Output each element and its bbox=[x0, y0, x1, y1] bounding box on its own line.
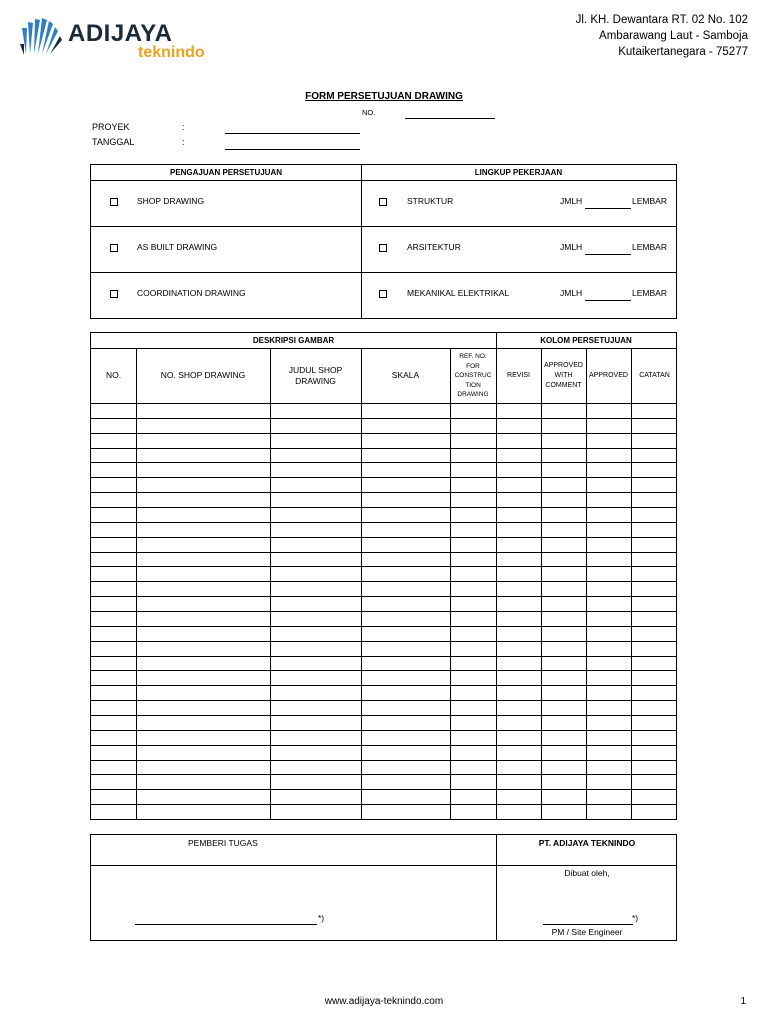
table-row-divider bbox=[91, 448, 676, 449]
table-row-divider bbox=[91, 685, 676, 686]
approval-scope-table bbox=[90, 164, 677, 319]
table-row-divider bbox=[91, 462, 676, 463]
arsitektur-checkbox[interactable] bbox=[379, 244, 387, 252]
struktur-label: STRUKTUR bbox=[407, 196, 454, 206]
tanggal-colon: : bbox=[182, 137, 185, 147]
col-revisi-header: REVISI bbox=[507, 372, 530, 379]
table-row-divider bbox=[91, 670, 676, 671]
tanggal-field[interactable] bbox=[225, 149, 360, 150]
table-row-divider bbox=[91, 492, 676, 493]
table-row-divider bbox=[91, 433, 676, 434]
tanggal-label: TANGGAL bbox=[92, 137, 135, 147]
table-row-divider bbox=[91, 477, 676, 478]
signature-table bbox=[90, 834, 677, 941]
company-address bbox=[576, 12, 748, 60]
col-judul-shop-drawing-header: JUDUL SHOP DRAWING bbox=[288, 364, 343, 386]
pm-role-label: PM / Site Engineer bbox=[551, 927, 623, 937]
as-built-drawing-checkbox[interactable] bbox=[110, 244, 118, 252]
table-row-divider bbox=[91, 745, 676, 746]
lembar-label: LEMBAR bbox=[632, 242, 667, 252]
logo-fan-icon bbox=[20, 14, 66, 56]
proyek-field[interactable] bbox=[225, 133, 360, 134]
jmlh-label: JMLH bbox=[560, 196, 583, 206]
col-no-header: NO. bbox=[105, 370, 122, 381]
page-number: 1 bbox=[740, 996, 746, 1007]
address-line-2: Ambarawang Laut - Samboja bbox=[599, 30, 748, 42]
table-row-divider bbox=[91, 774, 676, 775]
col-no-shop-drawing-header: NO. SHOP DRAWING bbox=[160, 370, 246, 381]
table-row-divider bbox=[91, 626, 676, 627]
struktur-checkbox[interactable] bbox=[379, 198, 387, 206]
lembar-label: LEMBAR bbox=[632, 196, 667, 206]
proyek-colon: : bbox=[182, 122, 185, 132]
arsitektur-jmlh-field[interactable] bbox=[585, 254, 631, 255]
shop-drawing-label: SHOP DRAWING bbox=[137, 196, 205, 206]
pemberi-tugas-asterisk: *) bbox=[318, 913, 325, 923]
form-title: FORM PERSETUJUAN DRAWING bbox=[305, 91, 463, 102]
footer-website: www.adijaya-teknindo.com bbox=[324, 996, 444, 1007]
pm-signature-line[interactable] bbox=[543, 924, 633, 925]
table-row-divider bbox=[91, 522, 676, 523]
coordination-drawing-label: COORDINATION DRAWING bbox=[137, 288, 246, 298]
table-row-divider bbox=[91, 656, 676, 657]
address-line-1: Jl. KH. Dewantara RT. 02 No. 102 bbox=[575, 14, 748, 26]
table-row-divider bbox=[91, 611, 676, 612]
col-ref-no-header: REF. NO. FOR CONSTRUC TION DRAWING bbox=[454, 353, 492, 399]
col-catatan-header: CATATAN bbox=[639, 372, 670, 379]
coordination-drawing-checkbox[interactable] bbox=[110, 290, 118, 298]
col-approved-with-comment-header: APPROVED WITH COMMENT bbox=[544, 362, 583, 389]
lembar-label: LEMBAR bbox=[632, 288, 667, 298]
table-row-divider bbox=[91, 760, 676, 761]
pm-asterisk: *) bbox=[632, 913, 639, 923]
brand-subname: teknindo bbox=[138, 44, 205, 61]
jmlh-label: JMLH bbox=[560, 288, 583, 298]
table-row-divider bbox=[91, 566, 676, 567]
shop-drawing-checkbox[interactable] bbox=[110, 198, 118, 206]
struktur-jmlh-field[interactable] bbox=[585, 208, 631, 209]
table-row-divider bbox=[91, 507, 676, 508]
table-row-divider bbox=[91, 804, 676, 805]
table-row-divider bbox=[91, 552, 676, 553]
drawing-description-table bbox=[90, 332, 677, 820]
brand-name: ADIJAYA bbox=[68, 20, 173, 47]
proyek-label: PROYEK bbox=[92, 122, 130, 132]
table-row-divider bbox=[91, 715, 676, 716]
table-row-divider bbox=[91, 596, 676, 597]
jmlh-label: JMLH bbox=[560, 242, 583, 252]
mekanikal-jmlh-field[interactable] bbox=[585, 300, 631, 301]
table-row-divider bbox=[91, 418, 676, 419]
pemberi-tugas-signature-line[interactable] bbox=[135, 924, 317, 925]
lingkup-header: LINGKUP PEKERJAAN bbox=[361, 165, 676, 181]
table-row-divider bbox=[91, 700, 676, 701]
form-no-field[interactable] bbox=[405, 118, 495, 119]
deskripsi-gambar-header: DESKRIPSI GAMBAR bbox=[91, 333, 496, 349]
col-skala-header: SKALA bbox=[391, 370, 420, 381]
form-no-label: NO. bbox=[362, 108, 376, 117]
pemberi-tugas-header: PEMBERI TUGAS bbox=[188, 838, 258, 848]
table-row-divider bbox=[91, 789, 676, 790]
col-approved-header: APPROVED bbox=[589, 372, 628, 379]
as-built-drawing-label: AS BUILT DRAWING bbox=[137, 242, 218, 252]
pengajuan-header: PENGAJUAN PERSETUJUAN bbox=[91, 165, 361, 181]
company-sign-header: PT. ADIJAYA TEKNINDO bbox=[538, 838, 636, 848]
address-line-3: Kutaikertanegara - 75277 bbox=[618, 46, 748, 58]
table-row-divider bbox=[91, 581, 676, 582]
table-row-divider bbox=[91, 537, 676, 538]
table-row-divider bbox=[91, 641, 676, 642]
dibuat-oleh-label: Dibuat oleh, bbox=[564, 868, 610, 878]
kolom-persetujuan-header: KOLOM PERSETUJUAN bbox=[496, 333, 676, 349]
mekanikal-elektrikal-checkbox[interactable] bbox=[379, 290, 387, 298]
mekanikal-elektrikal-label: MEKANIKAL ELEKTRIKAL bbox=[407, 288, 510, 298]
company-logo bbox=[20, 14, 205, 61]
table-row-divider bbox=[91, 730, 676, 731]
arsitektur-label: ARSITEKTUR bbox=[407, 242, 461, 252]
